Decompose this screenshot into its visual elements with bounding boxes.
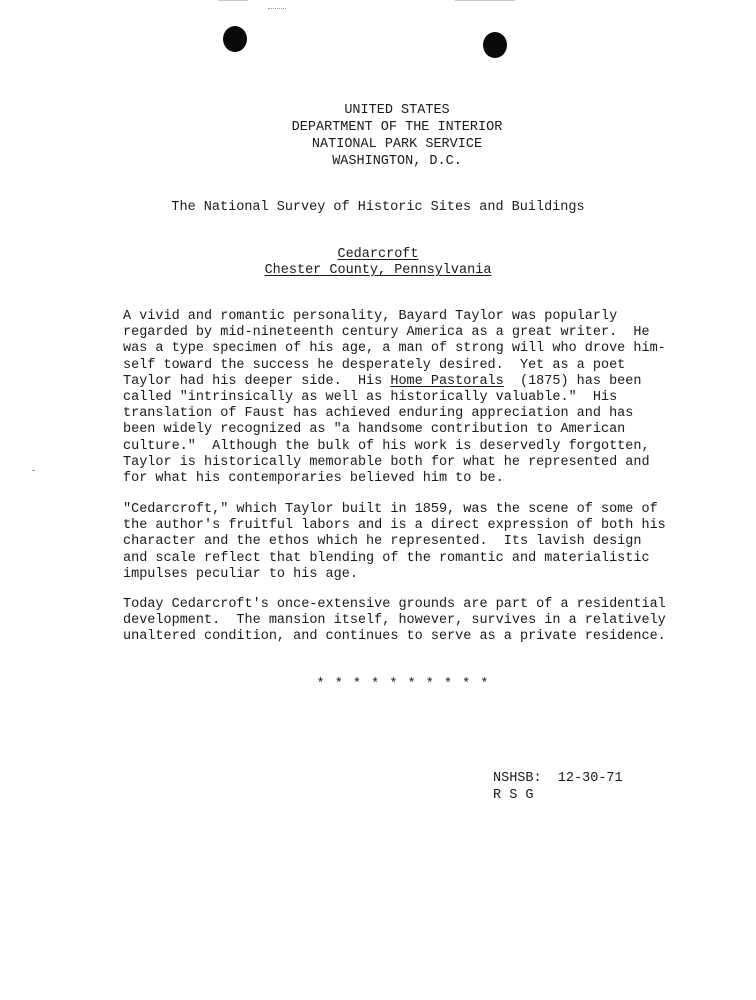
scan-edge-mark [218, 0, 248, 1]
header-line-4: WASHINGTON, D.C. [332, 154, 462, 169]
site-location: Chester County, Pennsylvania [264, 263, 492, 278]
site-name: Cedarcroft [337, 247, 419, 262]
reference-code: NSHSB: 12-30-71 [493, 771, 623, 786]
header-line-2: DEPARTMENT OF THE INTERIOR [291, 120, 503, 135]
punch-hole-left [223, 26, 247, 52]
paragraph-1-text-a: A vivid and romantic personality, Bayard Taylor was popularly regarded by mid-nineteenth century America as a great writer. He was a type specimen of his age, a man of strong will who drove him- self toward the success he desperately desired. Yet as a poet Taylor had his deeper side. His [123, 309, 666, 389]
header-line-1: UNITED STATES [344, 103, 450, 118]
book-title-home-pastorals: Home Pastorals [390, 373, 504, 389]
agency-header [0, 102, 756, 170]
survey-title: The National Survey of Historic Sites and Buildings [171, 200, 585, 215]
scan-speck [32, 470, 35, 471]
reference-block [493, 770, 623, 804]
header-line-3: NATIONAL PARK SERVICE [311, 137, 483, 152]
site-heading [0, 247, 756, 279]
paragraph-1 [123, 309, 668, 487]
paragraph-3: Today Cedarcroft's once-extensive grounds are part of a residential development. The mansion itself, however, survives in a relatively unaltered condition, and continues to serve as a private residence. [123, 597, 666, 645]
asterisk-separator: * * * * * * * * * * [316, 677, 490, 692]
paragraph-1-text-b: (1875) has been called "intrinsically as well as historically valuable." His translation of Faust has achieved enduring appreciation and has been widely recognized as "a handsome contribution to American culture." Although the bulk of his work is deservedly forgotten, Taylor is historically memorable both for what he represented and for what his contemporaries believed him to be. [123, 373, 650, 487]
scan-edge-mark [455, 0, 515, 1]
scan-speck [268, 8, 286, 11]
paragraph-2: "Cedarcroft," which Taylor built in 1859, was the scene of some of the author's fruitful labors and is a direct expression of both his character and the ethos which he represented. Its lavish design and scale reflect that blending of the romantic and materialistic impulses peculiar to his age. [123, 502, 666, 582]
reference-initials: R S G [493, 788, 534, 803]
punch-hole-right [483, 32, 507, 58]
